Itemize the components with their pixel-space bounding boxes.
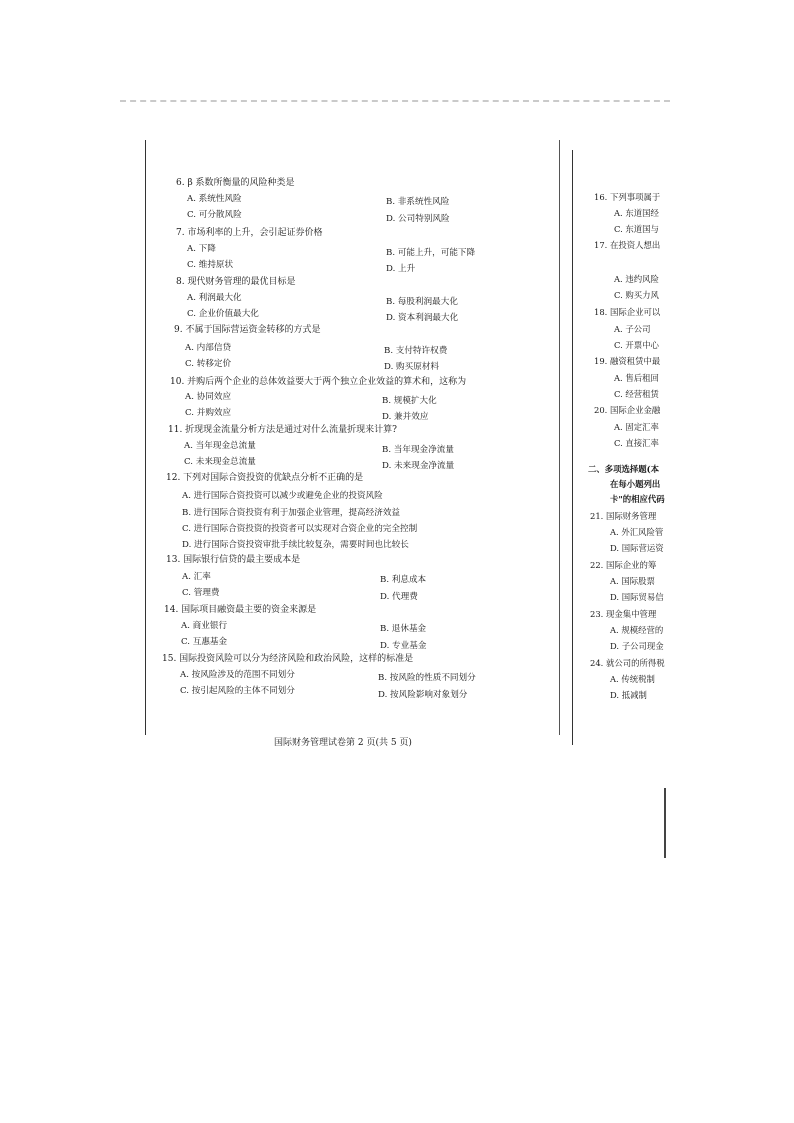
question-11-option-b: B. 当年现金净流量 (382, 445, 454, 455)
question-14-stem: 14. 国际项目融资最主要的资金来源是 (164, 605, 317, 615)
question-8-option-b: B. 每股利润最大化 (386, 297, 458, 307)
question-7-option-a: A. 下降 (187, 244, 216, 254)
right-q16-option-c: C. 东道国与 (614, 224, 659, 234)
question-15-option-b: B. 按风险的性质不同划分 (378, 673, 476, 683)
right-q17-option-a: A. 违约风险 (614, 274, 659, 284)
question-7-stem: 7. 市场利率的上升，会引起证券价格 (176, 228, 323, 238)
right-q17-option-c: C. 购买力风 (614, 290, 659, 300)
right-q20-stem: 20. 国际企业金融 (594, 405, 661, 415)
right-q16-option-a: A. 东道国经 (614, 208, 659, 218)
question-15-option-a: A. 按风险涉及的范围不同划分 (180, 670, 295, 680)
right-q19-option-c: C. 经营租赁 (614, 389, 659, 399)
question-15-option-c: C. 按引起风险的主体不同划分 (180, 686, 295, 696)
question-12-option-b: B. 进行国际合资投资有利于加强企业管理，提高经济效益 (182, 508, 401, 518)
question-12-option-a: A. 进行国际合资投资可以减少或避免企业的投资风险 (182, 491, 383, 501)
right-q20-option-c: C. 直接汇率 (614, 438, 659, 448)
right-q23-option-a: A. 规模经营的 (610, 625, 664, 635)
question-10-option-a: A. 协同效应 (185, 392, 232, 402)
question-10-option-b: B. 规模扩大化 (382, 396, 437, 406)
question-6-stem: 6. β 系数所衡量的风险种类是 (176, 178, 295, 188)
question-10-option-d: D. 兼并效应 (382, 412, 429, 422)
right-q18-option-a: A. 子公司 (614, 324, 651, 334)
question-13-option-d: D. 代理费 (380, 592, 418, 602)
right-q24-option-d: D. 抵减制 (610, 690, 647, 700)
right-section-2-heading: 二、多项选择题(本 (588, 464, 659, 474)
question-11-option-c: C. 未来现金总流量 (184, 457, 256, 467)
adjacent-page-3-fragment (568, 150, 678, 750)
question-14-option-d: D. 专业基金 (380, 641, 427, 651)
question-9-option-b: B. 支付特许权费 (384, 346, 448, 356)
question-13-option-a: A. 汇率 (182, 572, 211, 582)
exam-page-2 (130, 140, 560, 735)
question-7-option-d: D. 上升 (386, 264, 416, 274)
question-14-option-a: A. 商业银行 (181, 621, 228, 631)
right-q18-stem: 18. 国际企业可以 (594, 307, 661, 317)
right-q23-option-d: D. 子公司现金 (610, 641, 664, 651)
question-9-option-c: C. 转移定价 (185, 359, 232, 369)
right-q21-option-a: A. 外汇风险管 (610, 527, 664, 537)
scan-edge-mark (664, 788, 666, 858)
question-11-stem: 11. 折现现金流量分析方法是通过对什么流量折现来计算? (168, 425, 398, 435)
right-q22-option-d: D. 国际贸易信 (610, 592, 664, 602)
question-13-option-c: C. 管理费 (182, 588, 220, 598)
question-13-option-b: B. 利息成本 (380, 575, 427, 585)
right-q24-option-a: A. 传统税制 (610, 674, 655, 684)
right-q19-option-a: A. 售后租回 (614, 373, 659, 383)
question-9-option-a: A. 内部信贷 (185, 343, 232, 353)
question-12-stem: 12. 下列对国际合资投资的优缺点分析不正确的是 (166, 473, 364, 483)
page-right-border (559, 140, 560, 735)
question-6-option-c: C. 可分散风险 (187, 210, 242, 220)
question-8-option-c: C. 企业价值最大化 (187, 309, 259, 319)
question-8-option-d: D. 资本利润最大化 (386, 313, 459, 323)
right-q24-stem: 24. 就公司的所得税 (590, 658, 665, 668)
page-left-border (145, 140, 146, 735)
question-6-option-d: D. 公司特别风险 (386, 214, 450, 224)
scan-edge-line (120, 100, 670, 102)
question-9-stem: 9. 不属于国际营运资金转移的方式是 (174, 325, 321, 335)
question-7-option-c: C. 维持原状 (187, 260, 234, 270)
right-q18-option-c: C. 开票中心 (614, 340, 659, 350)
question-15-stem: 15. 国际投资风险可以分为经济风险和政治风险，这样的标准是 (162, 654, 414, 664)
question-8-option-a: A. 利润最大化 (187, 293, 242, 303)
right-page-left-border (572, 150, 573, 745)
question-8-stem: 8. 现代财务管理的最优目标是 (176, 277, 296, 287)
right-q22-option-a: A. 国际股票 (610, 576, 655, 586)
right-q19-stem: 19. 融资租赁中最 (594, 356, 661, 366)
question-14-option-c: C. 互惠基金 (181, 637, 228, 647)
right-q23-stem: 23. 现金集中管理 (590, 609, 657, 619)
right-q21-stem: 21. 国际财务管理 (590, 511, 657, 521)
right-q22-stem: 22. 国际企业的筹 (590, 560, 657, 570)
question-6-option-a: A. 系统性风险 (187, 194, 242, 204)
question-6-option-b: B. 非系统性风险 (386, 197, 450, 207)
right-q21-option-d: D. 国际营运资 (610, 543, 664, 553)
question-13-stem: 13. 国际银行信贷的最主要成本是 (166, 555, 301, 565)
question-12-option-d: D. 进行国际合资投资审批手续比较复杂，需要时间也比较长 (182, 540, 409, 550)
question-15-option-d: D. 按风险影响对象划分 (378, 690, 468, 700)
page-footer: 国际财务管理试卷第 2 页(共 5 页) (274, 738, 412, 748)
question-11-option-d: D. 未来现金净流量 (382, 461, 455, 471)
right-q17-stem: 17. 在投资人想出 (594, 240, 661, 250)
question-9-option-d: D. 购买原材料 (384, 362, 440, 372)
question-10-stem: 10. 并购后两个企业的总体效益要大于两个独立企业效益的算术和，这称为 (170, 377, 467, 387)
question-11-option-a: A. 当年现金总流量 (184, 441, 256, 451)
question-14-option-b: B. 退休基金 (380, 624, 427, 634)
question-12-option-c: C. 进行国际合资投资的投资者可以实现对合资企业的完全控制 (182, 524, 418, 534)
right-section-2-instruction-1: 在每小题列出 (610, 479, 661, 489)
right-section-2-instruction-2: 卡"的相应代码 (610, 494, 665, 504)
question-10-option-c: C. 并购效应 (185, 408, 232, 418)
right-q20-option-a: A. 固定汇率 (614, 422, 659, 432)
right-q16-stem: 16. 下列事项属于 (594, 192, 661, 202)
question-7-option-b: B. 可能上升，可能下降 (386, 248, 476, 258)
